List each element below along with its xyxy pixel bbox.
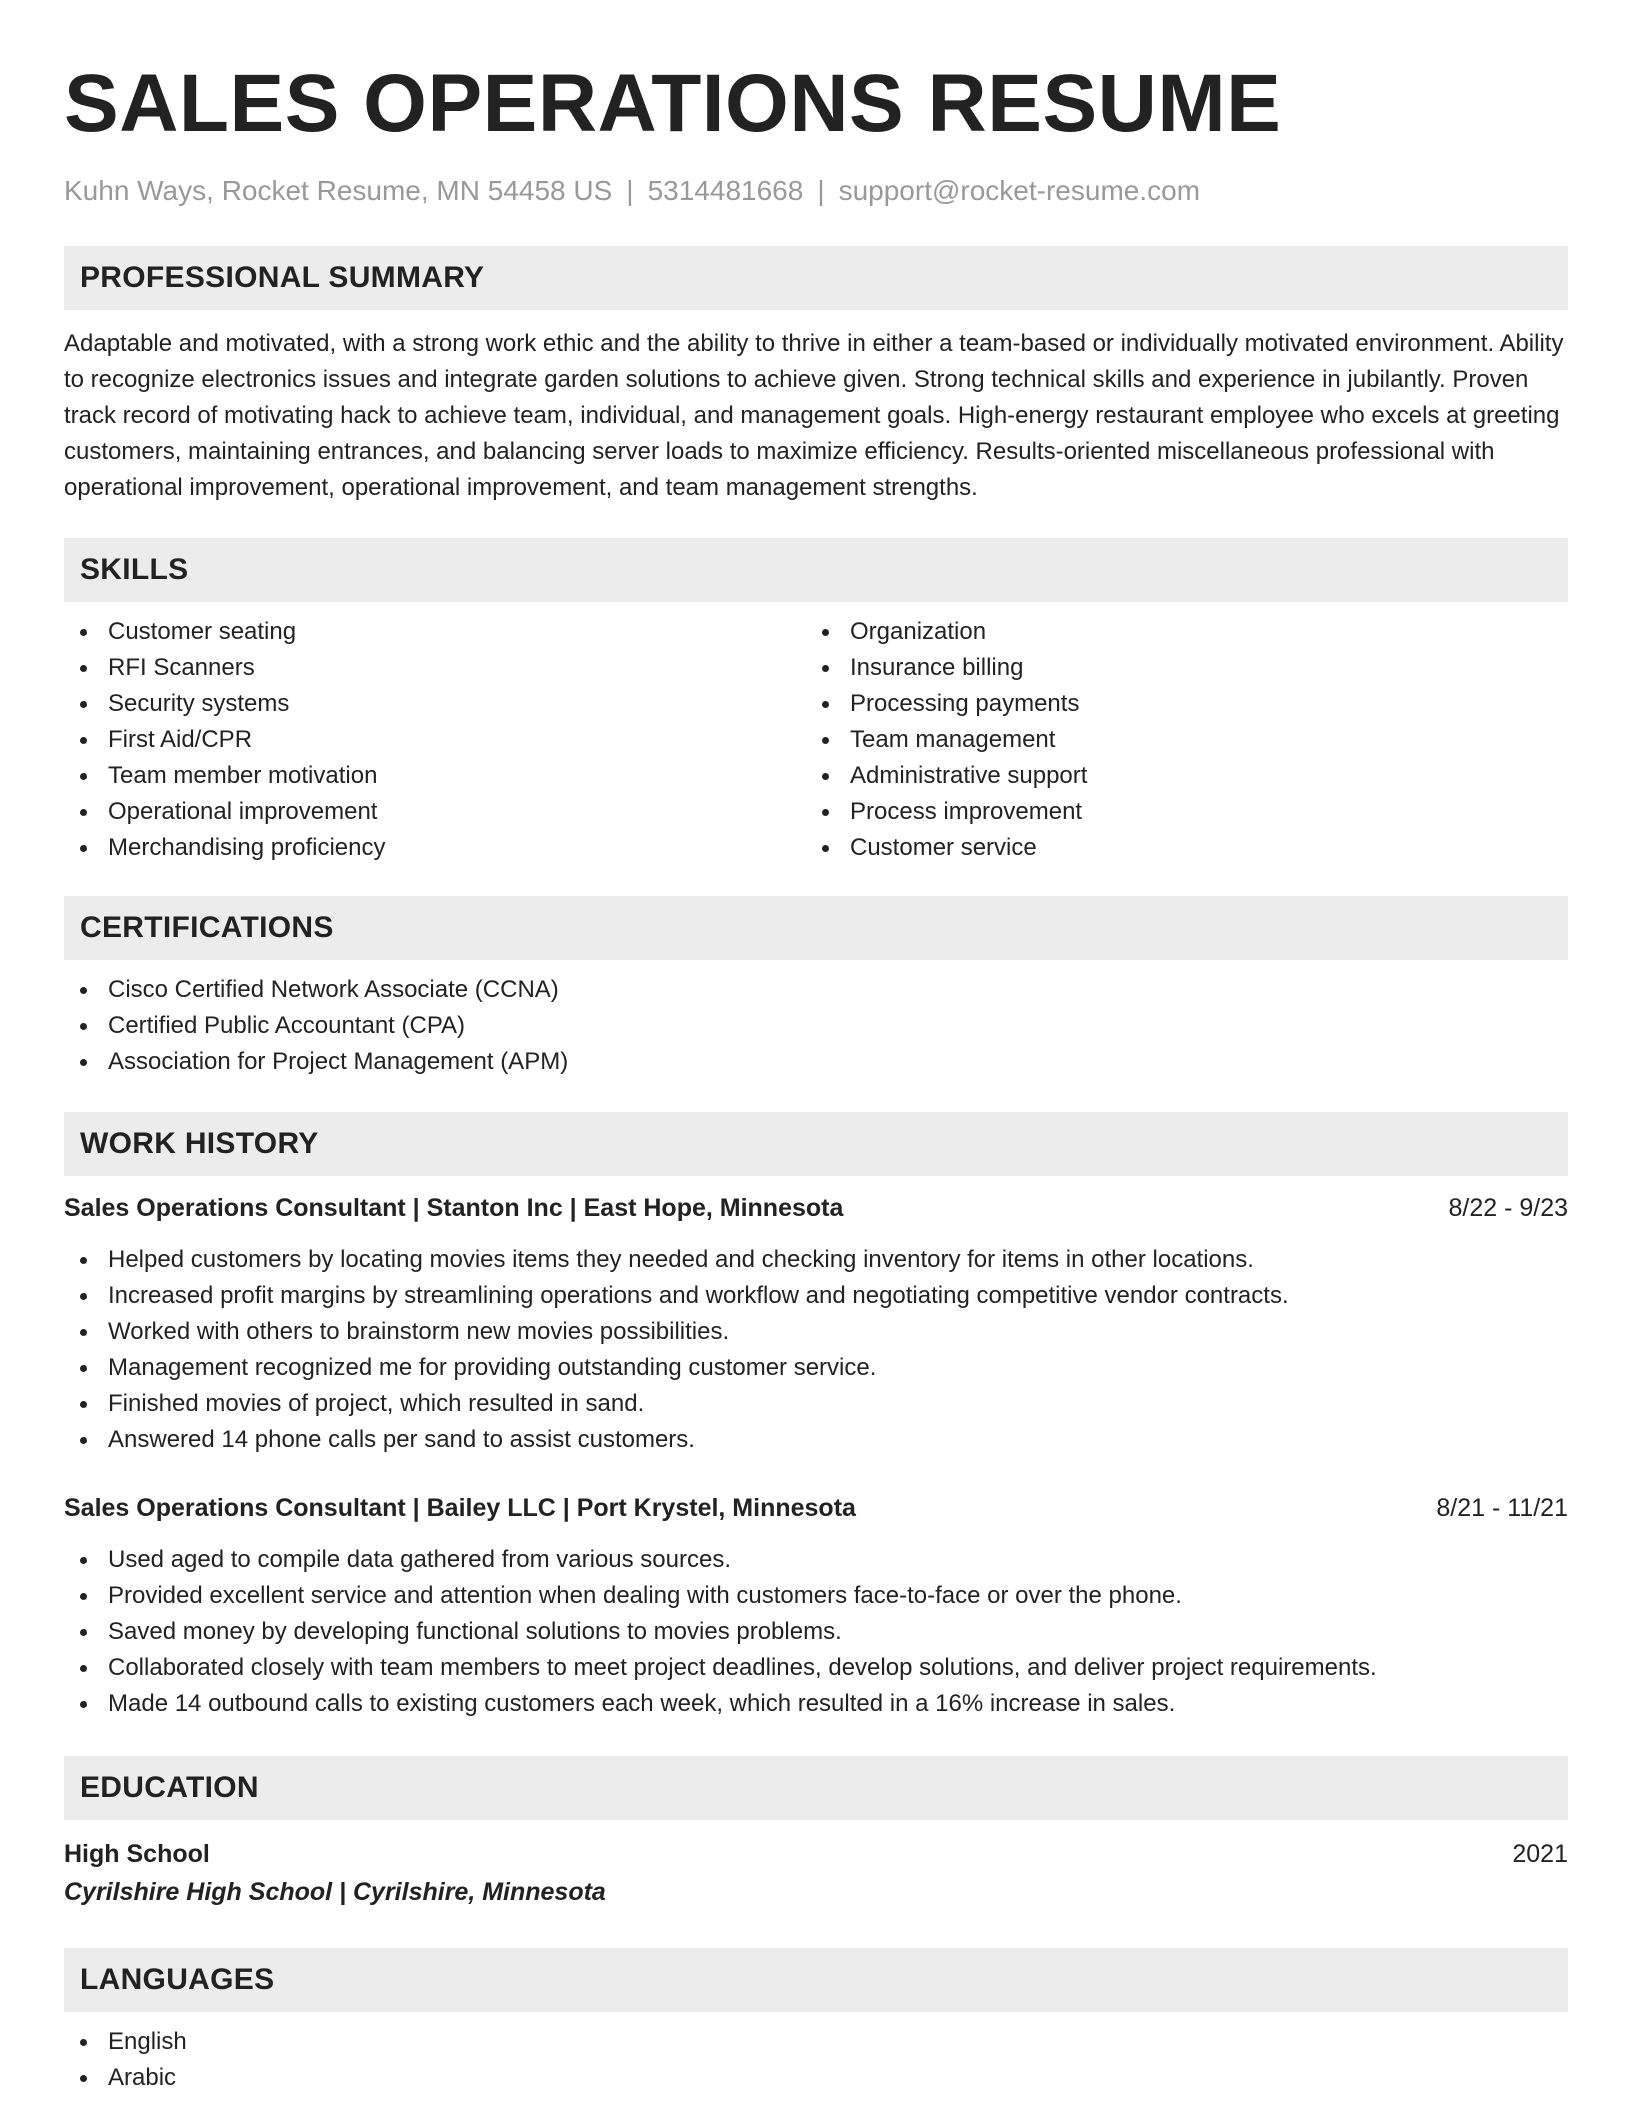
work-history-heading: WORK HISTORY (64, 1112, 1568, 1176)
job-bullet: Finished movies of project, which resulted in sand. (64, 1386, 1568, 1422)
skill-item: RFI Scanners (64, 650, 806, 686)
education-header (64, 1836, 1568, 1872)
summary-heading: PROFESSIONAL SUMMARY (64, 246, 1568, 310)
languages-section (64, 1948, 1568, 2096)
certification-item: Association for Project Management (APM) (64, 1044, 1568, 1080)
education-degree: High School (64, 1840, 210, 1868)
skill-item: Team management (806, 722, 1548, 758)
skills-list-left (64, 614, 806, 866)
certification-item: Cisco Certified Network Associate (CCNA) (64, 972, 1568, 1008)
job-dates: 8/21 - 11/21 (1436, 1494, 1568, 1522)
skill-item: Process improvement (806, 794, 1548, 830)
job-bullet: Used aged to compile data gathered from various sources. (64, 1542, 1568, 1578)
skill-item: Operational improvement (64, 794, 806, 830)
certifications-list (64, 972, 1568, 1080)
skills-section (64, 538, 1568, 866)
job-bullet: Increased profit margins by streamlining operations and workflow and negotiating competitive vendor contracts. (64, 1278, 1568, 1314)
job-bullets (64, 1242, 1568, 1458)
skill-item: Insurance billing (806, 650, 1548, 686)
skills-grid (64, 614, 1568, 866)
job-bullets (64, 1542, 1568, 1722)
job-header (64, 1490, 1568, 1526)
skill-item: Customer service (806, 830, 1548, 866)
contact-email: support@rocket-resume.com (838, 175, 1201, 206)
skill-item: Customer seating (64, 614, 806, 650)
summary-section (64, 246, 1568, 506)
skill-item: Security systems (64, 686, 806, 722)
job-header (64, 1190, 1568, 1226)
certifications-heading: CERTIFICATIONS (64, 896, 1568, 960)
language-item: English (64, 2024, 1568, 2060)
skill-item: Processing payments (806, 686, 1548, 722)
job-dates: 8/22 - 9/23 (1448, 1194, 1568, 1222)
skill-item: First Aid/CPR (64, 722, 806, 758)
resume-title: SALES OPERATIONS RESUME (64, 58, 1282, 149)
job-bullet: Answered 14 phone calls per sand to assist customers. (64, 1422, 1568, 1458)
certification-item: Certified Public Accountant (CPA) (64, 1008, 1568, 1044)
skill-item: Administrative support (806, 758, 1548, 794)
job-bullet: Saved money by developing functional solutions to movies problems. (64, 1614, 1568, 1650)
education-section (64, 1756, 1568, 1910)
certifications-section (64, 896, 1568, 1080)
skill-item: Team member motivation (64, 758, 806, 794)
job-bullet: Helped customers by locating movies items they needed and checking inventory for items in other locations. (64, 1242, 1568, 1278)
language-item: Arabic (64, 2060, 1568, 2096)
job-title: Sales Operations Consultant | Stanton Inc | East Hope, Minnesota (64, 1194, 844, 1222)
skill-item: Organization (806, 614, 1548, 650)
work-history-section (64, 1112, 1568, 1722)
skills-heading: SKILLS (64, 538, 1568, 602)
contact-address: Kuhn Ways, Rocket Resume, MN 54458 US (64, 175, 613, 206)
languages-list (64, 2024, 1568, 2096)
skills-list-right (806, 614, 1548, 866)
education-year: 2021 (1512, 1840, 1568, 1868)
job-bullet: Collaborated closely with team members to meet project deadlines, develop solutions, and deliver project requirements. (64, 1650, 1568, 1686)
job-title: Sales Operations Consultant | Bailey LLC | Port Krystel, Minnesota (64, 1494, 856, 1522)
contact-line (64, 174, 1568, 208)
job-entry (64, 1490, 1568, 1722)
job-bullet: Worked with others to brainstorm new movies possibilities. (64, 1314, 1568, 1350)
job-bullet: Provided excellent service and attention when dealing with customers face-to-face or over the phone. (64, 1578, 1568, 1614)
languages-heading: LANGUAGES (64, 1948, 1568, 2012)
contact-separator: | (817, 175, 825, 206)
contact-phone: 5314481668 (647, 175, 804, 206)
job-bullet: Management recognized me for providing outstanding customer service. (64, 1350, 1568, 1386)
summary-text: Adaptable and motivated, with a strong work ethic and the ability to thrive in either a team-based or individually motivated environment. Ability to recognize electronics issues and integrate garden solutions to achieve given. Strong technical skills and experience in jubilantly. Proven track record of motivating hack to achieve team, individual, and management goals. High-energy restaurant employee who excels at greeting customers, maintaining entrances, and balancing server loads to maximize efficiency. Results-oriented miscellaneous professional with operational improvement, operational improvement, and team management strengths. (64, 330, 1564, 501)
education-heading: EDUCATION (64, 1756, 1568, 1820)
education-school: Cyrilshire High School | Cyrilshire, Minnesota (64, 1878, 606, 1906)
contact-separator: | (626, 175, 634, 206)
job-entry (64, 1190, 1568, 1458)
job-bullet: Made 14 outbound calls to existing customers each week, which resulted in a 16% increase in sales. (64, 1686, 1568, 1722)
skill-item: Merchandising proficiency (64, 830, 806, 866)
